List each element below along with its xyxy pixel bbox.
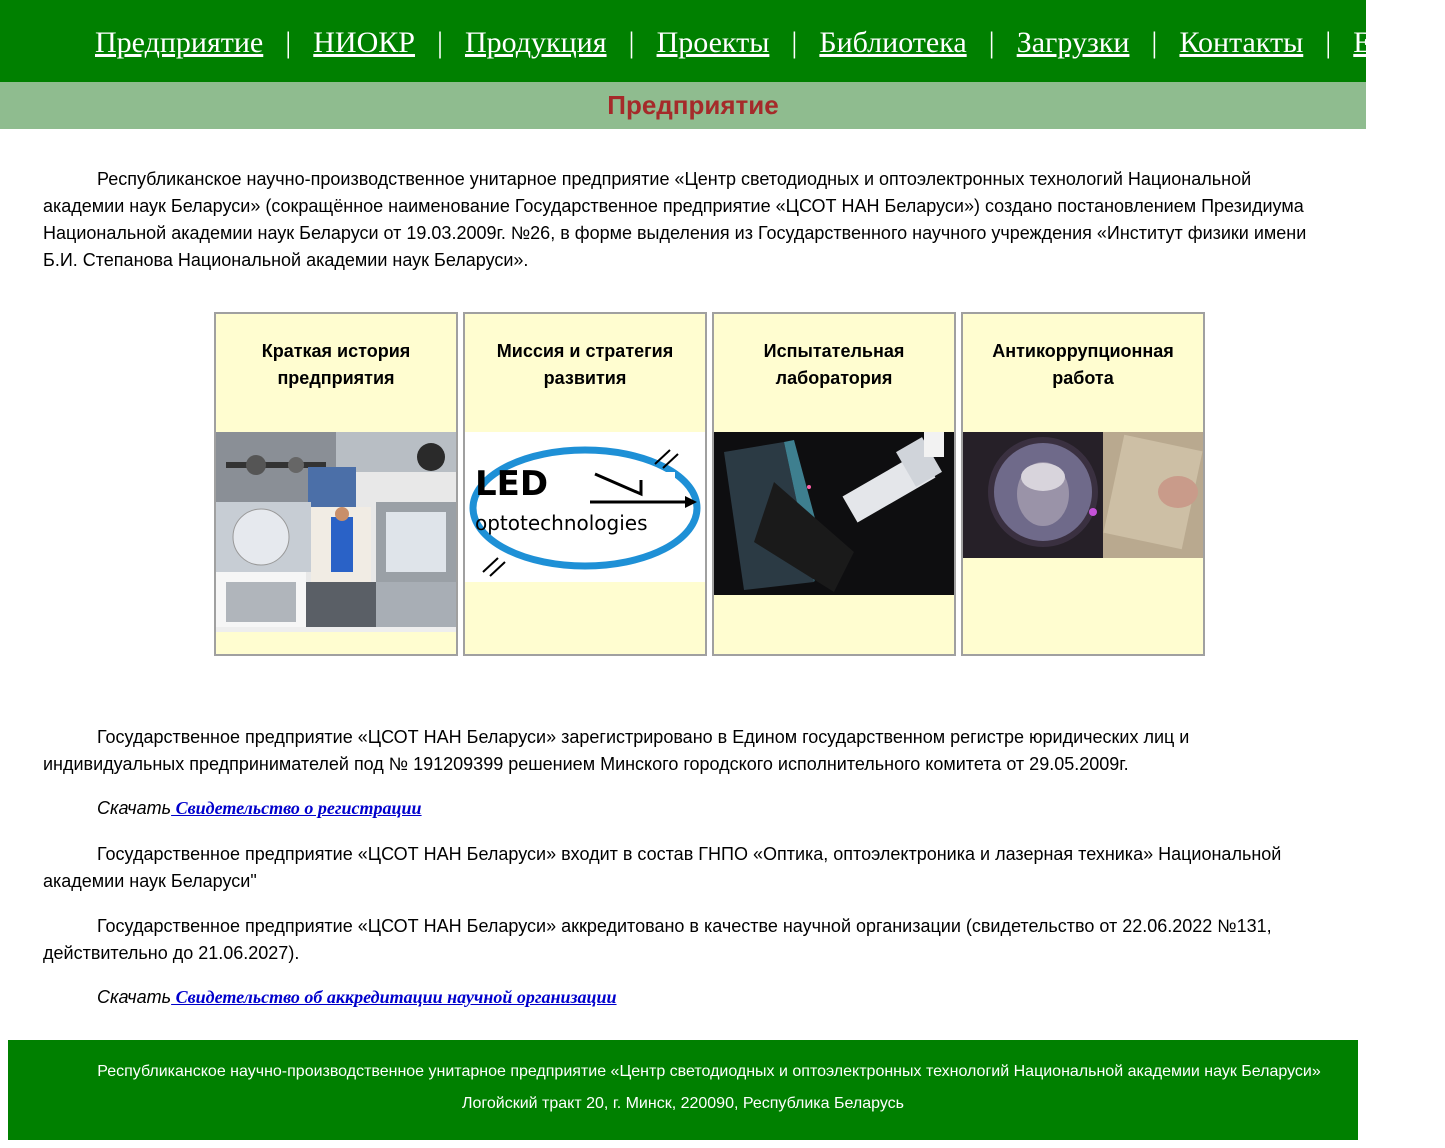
- nav-item-contacts[interactable]: Контакты: [1179, 26, 1304, 59]
- membership-paragraph: Государственное предприятие «ЦСОТ НАН Беларуси» входит в состав ГНПО «Оптика, оптоэлектроника и лазерная техника» Национальной академии наук Беларуси": [43, 844, 1282, 891]
- nav-separator: |: [628, 26, 635, 59]
- nav-separator: |: [791, 26, 798, 59]
- nav-separator: |: [988, 26, 995, 59]
- download-label: Скачать: [97, 987, 172, 1007]
- intro-paragraph: Республиканское научно-производственное унитарное предприятие «Центр светодиодных и оптоэлектронных технологий Национальной академии наук Беларуси» (сокращённое наименование Государственное предприятие «ЦСОТ НАН Беларуси») создано постановлением Президиума Национальной академии наук Беларуси от 19.03.2009г. №26, в форме выделения из Государственного научного учреждения «Институт физики имени Б.И. Степанова Национальной академии наук Беларуси».: [43, 169, 1307, 270]
- registration-certificate-link[interactable]: Свидетельство о регистрации: [171, 798, 422, 818]
- card-mission[interactable]: [463, 312, 707, 656]
- nav-item-research[interactable]: НИОКР: [313, 26, 415, 59]
- footer: [8, 1040, 1358, 1140]
- nav-separator: |: [285, 26, 292, 59]
- footer-address: Логойский тракт 20, г. Минск, 220090, Республика Беларусь: [462, 1095, 904, 1112]
- nav-item-projects[interactable]: Проекты: [656, 26, 770, 59]
- nav-separator: |: [436, 26, 443, 59]
- section-cards: [214, 312, 1206, 656]
- page-title: Предприятие: [607, 90, 779, 120]
- nav-item-library[interactable]: Библиотека: [819, 26, 967, 59]
- footer-org-name: Республиканское научно-производственное унитарное предприятие «Центр светодиодных и оптоэлектронных технологий Национальной академии наук Беларуси»: [97, 1063, 1321, 1080]
- banknote-magnifier-image[interactable]: [963, 432, 1203, 558]
- nav-item-enterprise[interactable]: Предприятие: [95, 26, 264, 59]
- accreditation-paragraph: Государственное предприятие «ЦСОТ НАН Беларуси» аккредитовано в качестве научной организации (свидетельство от 22.06.2022 №131, действительно до 21.06.2027).: [43, 916, 1272, 963]
- card-title[interactable]: Испытательная лаборатория: [763, 341, 905, 388]
- card-title[interactable]: Миссия и стратегия развития: [496, 341, 674, 388]
- download-label: Скачать: [97, 798, 172, 818]
- card-title[interactable]: Краткая история предприятия: [261, 341, 411, 388]
- nav-separator: |: [1151, 26, 1158, 59]
- accreditation-certificate-link[interactable]: Свидетельство об аккредитации научной организации: [171, 987, 617, 1007]
- card-history[interactable]: [214, 312, 458, 656]
- page-title-bar: [0, 82, 1366, 129]
- registration-paragraph: Государственное предприятие «ЦСОТ НАН Беларуси» зарегистрировано в Едином государственном регистре юридических лиц и индивидуальных предпринимателей под № 191209399 решением Минского городского исполнительного комитета от 29.05.2009г.: [43, 727, 1190, 774]
- download-registration-line: [43, 795, 1318, 822]
- card-test-lab[interactable]: [712, 312, 956, 656]
- led-logo-image[interactable]: [465, 432, 705, 582]
- lab-collage-image[interactable]: [216, 432, 456, 632]
- logo-text-opto: optotechnologies: [475, 511, 648, 535]
- nav-item-english[interactable]: English: [1353, 26, 1445, 59]
- nav-links: [95, 25, 1445, 61]
- logo-text-led: LED: [475, 464, 549, 504]
- nav-item-downloads[interactable]: Загрузки: [1016, 26, 1130, 59]
- top-navigation: [0, 0, 1445, 82]
- download-accreditation-line: [43, 984, 1318, 1011]
- nav-separator: |: [1325, 26, 1332, 59]
- nav-item-products[interactable]: Продукция: [464, 26, 607, 59]
- card-title[interactable]: Антикоррупционная работа: [992, 341, 1174, 388]
- test-equipment-image[interactable]: [714, 432, 954, 595]
- card-anticorruption[interactable]: [961, 312, 1205, 656]
